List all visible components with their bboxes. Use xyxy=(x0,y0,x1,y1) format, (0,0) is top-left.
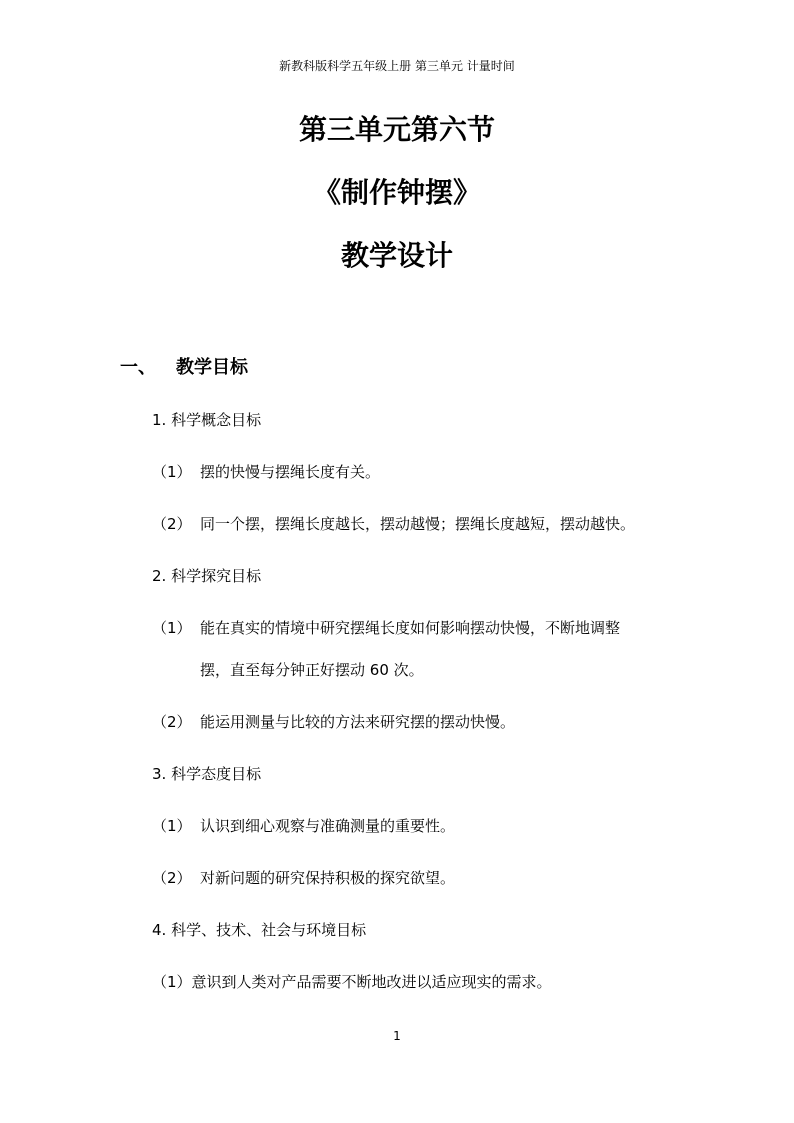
title-line-unit: 第三单元第六节 xyxy=(298,113,495,146)
page-number: 1 xyxy=(393,1029,401,1043)
item-text-continuation: 摆，直至每分钟正好摆动 60 次。 xyxy=(200,661,424,679)
subheading-inquiry-goals: 2. 科学探究目标 xyxy=(152,567,262,585)
item-text: 能运用测量与比较的方法来研究摆的摆动快慢。 xyxy=(200,713,516,731)
list-item xyxy=(152,972,552,992)
item-marker: （1） xyxy=(152,973,192,991)
title-line-lesson: 《制作钟摆》 xyxy=(312,176,481,209)
section-heading-objectives xyxy=(120,356,248,380)
item-text: 意识到人类对产品需要不断地改进以适应现实的需求。 xyxy=(191,973,552,991)
list-item xyxy=(152,618,620,638)
item-text: 对新问题的研究保持积极的探究欲望。 xyxy=(200,869,456,887)
title-line-design: 教学设计 xyxy=(340,239,453,272)
item-marker: （1） xyxy=(152,817,192,835)
subheading-attitude-goals: 3. 科学态度目标 xyxy=(152,765,262,783)
list-item xyxy=(152,462,380,482)
section-number: 一、 xyxy=(120,357,156,378)
item-text: 摆的快慢与摆绳长度有关。 xyxy=(200,463,381,481)
list-item xyxy=(152,868,455,888)
item-marker: （2） xyxy=(152,713,192,731)
running-header: 新教科版科学五年级上册 第三单元 计量时间 xyxy=(279,59,515,73)
item-marker: （2） xyxy=(152,869,192,887)
section-title: 教学目标 xyxy=(176,357,248,378)
item-text: 能在真实的情境中研究摆绳长度如何影响摆动快慢，不断地调整 xyxy=(200,619,621,637)
item-marker: （1） xyxy=(152,463,192,481)
list-item xyxy=(152,816,455,836)
item-marker: （2） xyxy=(152,515,192,533)
item-text: 认识到细心观察与准确测量的重要性。 xyxy=(200,817,456,835)
list-item xyxy=(152,514,635,534)
subheading-concept-goals: 1. 科学概念目标 xyxy=(152,411,262,429)
subheading-stse-goals: 4. 科学、技术、社会与环境目标 xyxy=(152,921,367,939)
item-text: 同一个摆，摆绳长度越长，摆动越慢；摆绳长度越短，摆动越快。 xyxy=(200,515,636,533)
list-item xyxy=(152,712,515,732)
item-marker: （1） xyxy=(152,619,192,637)
